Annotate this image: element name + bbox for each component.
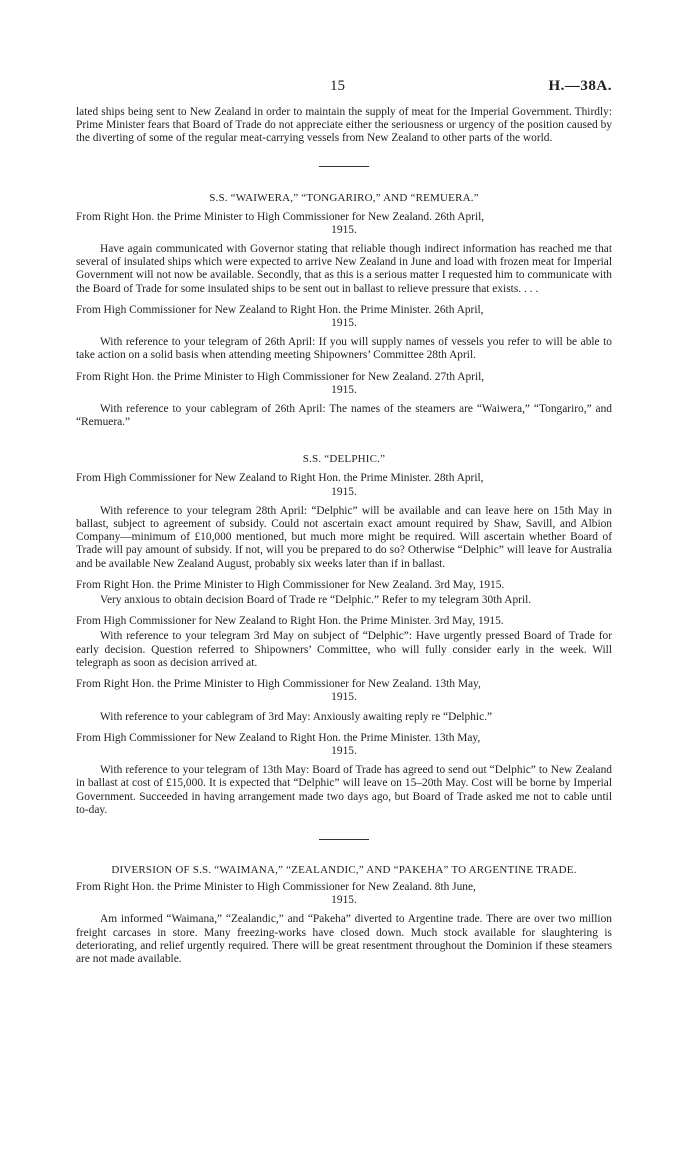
message-body: Have again communicated with Governor stating that reliable though indirect information has reached me that several of insulated ships which were expected to arrive New Zealand in June and load with frozen meat for Imperial Government will not now be available. Secondly, that as this is a serious matter I requested him to communicate with the Board of Trade for some insulated ships to be sent out in ballast to relieve pressure that exists. . . . [76, 243, 612, 295]
document-reference: H.—38A. [548, 78, 612, 94]
intro-paragraph: lated ships being sent to New Zealand in order to maintain the supply of meat for the Imperial Government. Thirdly: Prime Minister fears that Board of Trade do not appreciate either the seriousness or urgency of the position caused by the diverting of some of the regular meat-carrying vessels from New Zealand to other parts of the world. [76, 106, 612, 145]
message-body: With reference to your telegram of 26th April: If you will supply names of vessels you refer to will be able to take action on a solid basis when attending meeting Shipowners’ Committee 28th April. [76, 336, 612, 362]
message-year: 1915. [331, 691, 357, 704]
section-divider [319, 166, 369, 167]
message-body: Am informed “Waimana,” “Zealandic,” and “Pakeha” diverted to Argentine trade. There are over two million freight carcases in store. Many freezing-works have closed down. Much stock available for slaughtering is deteriorating, and relief urgently required. There will be great resentment throughout the Dominion if these steamers are not made available. [76, 913, 612, 965]
message-year: 1915. [331, 223, 357, 236]
message-header: From High Commissioner for New Zealand to Right Hon. the Prime Minister. 26th April, [76, 303, 484, 316]
section-title-waiwera: S.S. “WAIWERA,” “TONGARIRO,” AND “REMUERA.” [209, 191, 479, 204]
page-content [76, 106, 612, 966]
section-divider [319, 839, 369, 840]
message-body: Very anxious to obtain decision Board of Trade re “Delphic.” Refer to my telegram 30th April. [100, 594, 532, 607]
message-body: With reference to your cablegram of 26th April: The names of the steamers are “Waiwera,” “Tongariro,” and “Remuera.” [76, 403, 612, 429]
section-title-diversion: DIVERSION OF S.S. “WAIMANA,” “ZEALANDIC,” AND “PAKEHA” TO ARGENTINE TRADE. [111, 863, 577, 876]
message-body: With reference to your cablegram of 3rd May: Anxiously awaiting reply re “Delphic.” [100, 710, 493, 723]
message-header: From Right Hon. the Prime Minister to High Commissioner for New Zealand. 8th June, [76, 880, 476, 893]
message-header: From High Commissioner for New Zealand to Right Hon. the Prime Minister. 13th May, [76, 731, 481, 744]
message-header: From Right Hon. the Prime Minister to High Commissioner for New Zealand. 27th April, [76, 370, 485, 383]
message-header: From Right Hon. the Prime Minister to High Commissioner for New Zealand. 13th May, [76, 678, 481, 691]
message-header: From High Commissioner for New Zealand to Right Hon. the Prime Minister. 28th April, [76, 472, 484, 485]
message-year: 1915. [331, 383, 357, 396]
message-year: 1915. [331, 317, 357, 330]
section-title-delphic: S.S. “DELPHIC.” [302, 453, 386, 466]
message-header: From High Commissioner for New Zealand to Right Hon. the Prime Minister. 3rd May, 1915. [76, 615, 504, 628]
message-header: From Right Hon. the Prime Minister to High Commissioner for New Zealand. 3rd May, 1915. [76, 578, 505, 591]
message-year: 1915. [331, 485, 357, 498]
message-year: 1915. [331, 894, 357, 907]
message-body: With reference to your telegram of 13th May: Board of Trade has agreed to send out “Delphic” to New Zealand in ballast at cost of £15,000. It is expected that “Delphic” will leave on 15–20th May. Cost will be borne by Imperial Government. Succeeded in having arrangement made two days ago, but Board of Trade asked me not to cable until to-day. [76, 764, 612, 816]
message-header: From Right Hon. the Prime Minister to High Commissioner for New Zealand. 26th April, [76, 210, 485, 223]
message-year: 1915. [331, 744, 357, 757]
message-body: With reference to your telegram 28th April: “Delphic” will be available and can leave here on 15th May in ballast, subject to agreement of subsidy. Could not ascertain exact amount required by Shaw, Savill, and Albion Company—minimum of £10,000 mentioned, but much more might be required. Will ascertain whether Board of Trade will pay amount of subsidy. If not, will you be prepared to do so? Otherwise “Delphic” will leave for Australia and be available New Zealand August, probably six weeks later than if in ballast. [76, 504, 612, 570]
message-body: With reference to your telegram 3rd May on subject of “Delphic”: Have urgently pressed Board of Trade for early decision. Question referred to Shipowners’ Committee, who will fully consider early in the week. Will telegraph as soon as decision arrived at. [76, 630, 612, 669]
page-number: 15 [330, 78, 345, 94]
